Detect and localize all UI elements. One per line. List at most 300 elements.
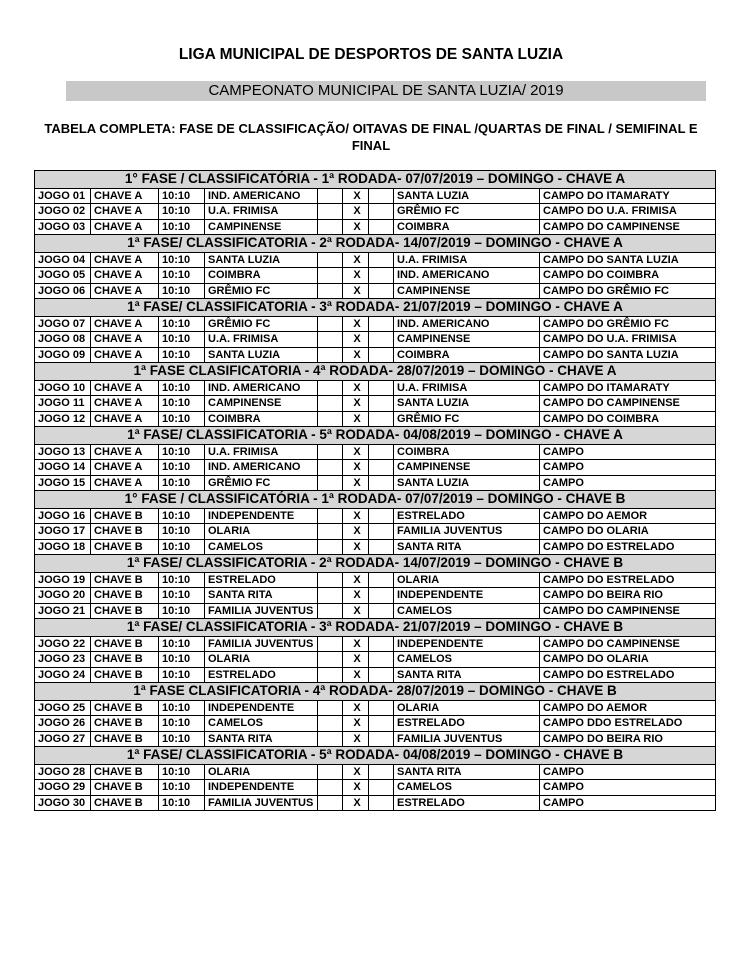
versus-cell: X (343, 283, 369, 299)
time-cell: 10:10 (159, 508, 205, 524)
away-team-cell: INDEPENDENTE (394, 588, 540, 604)
versus-cell: X (343, 700, 369, 716)
time-cell: 10:10 (159, 188, 205, 204)
game-number-cell: JOGO 09 (35, 347, 91, 363)
versus-cell: X (343, 795, 369, 811)
away-score-cell (369, 636, 394, 652)
away-score-cell (369, 252, 394, 268)
versus-cell: X (343, 347, 369, 363)
away-team-cell: U.A. FRIMISA (394, 252, 540, 268)
time-cell: 10:10 (159, 396, 205, 412)
page-title: LIGA MUNICIPAL DE DESPORTOS DE SANTA LUZIA (178, 46, 564, 63)
home-team-cell: INDEPENDENTE (205, 508, 318, 524)
phase-title: 1ª FASE/ CLASSIFICATORIA - 3ª RODADA- 21/07/2019 – DOMINGO - CHAVE A (35, 299, 716, 317)
time-cell: 10:10 (159, 572, 205, 588)
phase-title: 1ª FASE/ CLASSIFICATORIA - 2ª RODADA- 14/07/2019 – DOMINGO - CHAVE B (35, 555, 716, 573)
venue-cell: CAMPO DO OLARIA (540, 652, 716, 668)
versus-cell: X (343, 667, 369, 683)
home-team-cell: GRÊMIO FC (205, 316, 318, 332)
venue-cell: CAMPO DO CAMPINENSE (540, 603, 716, 619)
away-score-cell (369, 652, 394, 668)
game-row (35, 508, 716, 524)
group-cell: CHAVE A (91, 188, 159, 204)
time-cell: 10:10 (159, 347, 205, 363)
away-score-cell (369, 539, 394, 555)
game-number-cell: JOGO 18 (35, 539, 91, 555)
versus-cell: X (343, 188, 369, 204)
versus-cell: X (343, 764, 369, 780)
away-team-cell: SANTA RITA (394, 539, 540, 555)
phase-header-row (35, 619, 716, 637)
away-team-cell: SANTA RITA (394, 764, 540, 780)
home-team-cell: CAMELOS (205, 539, 318, 555)
venue-cell: CAMPO DO ESTRELADO (540, 572, 716, 588)
away-score-cell (369, 572, 394, 588)
championship-subtitle: CAMPEONATO MUNICIPAL DE SANTA LUZIA/ 2019 (66, 81, 706, 101)
versus-cell: X (343, 652, 369, 668)
game-number-cell: JOGO 06 (35, 283, 91, 299)
group-cell: CHAVE A (91, 268, 159, 284)
home-team-cell: FAMILIA JUVENTUS (205, 636, 318, 652)
away-score-cell (369, 444, 394, 460)
home-score-cell (318, 603, 343, 619)
away-score-cell (369, 764, 394, 780)
versus-cell: X (343, 475, 369, 491)
game-number-cell: JOGO 27 (35, 731, 91, 747)
versus-cell: X (343, 780, 369, 796)
group-cell: CHAVE B (91, 780, 159, 796)
game-row (35, 268, 716, 284)
phase-title: 1ª FASE/ CLASSIFICATORIA - 3ª RODADA- 21/07/2019 – DOMINGO - CHAVE B (35, 619, 716, 637)
venue-cell: CAMPO (540, 795, 716, 811)
game-number-cell: JOGO 07 (35, 316, 91, 332)
game-row (35, 188, 716, 204)
game-number-cell: JOGO 05 (35, 268, 91, 284)
home-team-cell: GRÊMIO FC (205, 283, 318, 299)
phase-header-row (35, 555, 716, 573)
time-cell: 10:10 (159, 460, 205, 476)
versus-cell: X (343, 396, 369, 412)
phase-title: 1ª FASE CLASIFICATORIA - 4ª RODADA- 28/07/2019 – DOMINGO - CHAVE A (35, 363, 716, 381)
phase-title: 1ª FASE/ CLASSIFICATORIA - 2ª RODADA- 14/07/2019 – DOMINGO - CHAVE A (35, 235, 716, 253)
game-row (35, 716, 716, 732)
home-score-cell (318, 572, 343, 588)
group-cell: CHAVE A (91, 204, 159, 220)
home-score-cell (318, 636, 343, 652)
game-number-cell: JOGO 21 (35, 603, 91, 619)
away-team-cell: ESTRELADO (394, 716, 540, 732)
time-cell: 10:10 (159, 636, 205, 652)
home-score-cell (318, 475, 343, 491)
group-cell: CHAVE B (91, 636, 159, 652)
home-score-cell (318, 396, 343, 412)
away-team-cell: CAMELOS (394, 780, 540, 796)
home-team-cell: ESTRELADO (205, 572, 318, 588)
venue-cell: CAMPO DO CAMPINENSE (540, 219, 716, 235)
venue-cell: CAMPO DO ITAMARATY (540, 380, 716, 396)
game-number-cell: JOGO 26 (35, 716, 91, 732)
home-score-cell (318, 588, 343, 604)
phase-header-row (35, 363, 716, 381)
game-number-cell: JOGO 15 (35, 475, 91, 491)
time-cell: 10:10 (159, 204, 205, 220)
home-team-cell: IND. AMERICANO (205, 460, 318, 476)
away-team-cell: COIMBRA (394, 347, 540, 363)
away-score-cell (369, 795, 394, 811)
home-score-cell (318, 731, 343, 747)
away-score-cell (369, 716, 394, 732)
away-team-cell: CAMPINENSE (394, 283, 540, 299)
venue-cell: CAMPO DDO ESTRELADO (540, 716, 716, 732)
time-cell: 10:10 (159, 539, 205, 555)
away-score-cell (369, 188, 394, 204)
away-score-cell (369, 347, 394, 363)
venue-cell: CAMPO DO GRÊMIO FC (540, 316, 716, 332)
group-cell: CHAVE A (91, 252, 159, 268)
game-number-cell: JOGO 17 (35, 524, 91, 540)
game-row (35, 603, 716, 619)
time-cell: 10:10 (159, 603, 205, 619)
away-team-cell: CAMELOS (394, 603, 540, 619)
group-cell: CHAVE B (91, 572, 159, 588)
time-cell: 10:10 (159, 731, 205, 747)
home-score-cell (318, 460, 343, 476)
table-description: TABELA COMPLETA: FASE DE CLASSIFICAÇÃO/ OITAVAS DE FINAL /QUARTAS DE FINAL / SEMIFINAL E FINAL (44, 121, 698, 153)
time-cell: 10:10 (159, 700, 205, 716)
away-score-cell (369, 332, 394, 348)
venue-cell: CAMPO (540, 764, 716, 780)
time-cell: 10:10 (159, 475, 205, 491)
home-team-cell: SANTA RITA (205, 588, 318, 604)
home-team-cell: FAMILIA JUVENTUS (205, 603, 318, 619)
away-team-cell: CAMPINENSE (394, 332, 540, 348)
group-cell: CHAVE A (91, 332, 159, 348)
away-score-cell (369, 508, 394, 524)
game-number-cell: JOGO 03 (35, 219, 91, 235)
home-score-cell (318, 316, 343, 332)
away-score-cell (369, 396, 394, 412)
game-row (35, 572, 716, 588)
away-team-cell: INDEPENDENTE (394, 636, 540, 652)
home-team-cell: CAMPINENSE (205, 396, 318, 412)
home-team-cell: SANTA LUZIA (205, 252, 318, 268)
away-score-cell (369, 667, 394, 683)
game-row (35, 475, 716, 491)
group-cell: CHAVE B (91, 795, 159, 811)
time-cell: 10:10 (159, 764, 205, 780)
away-team-cell: U.A. FRIMISA (394, 380, 540, 396)
game-row (35, 780, 716, 796)
phase-header-row (35, 683, 716, 701)
home-team-cell: SANTA RITA (205, 731, 318, 747)
time-cell: 10:10 (159, 380, 205, 396)
home-team-cell: ESTRELADO (205, 667, 318, 683)
home-score-cell (318, 764, 343, 780)
home-score-cell (318, 444, 343, 460)
game-row (35, 332, 716, 348)
away-team-cell: ESTRELADO (394, 795, 540, 811)
group-cell: CHAVE B (91, 700, 159, 716)
group-cell: CHAVE A (91, 444, 159, 460)
venue-cell: CAMPO DO AEMOR (540, 700, 716, 716)
game-number-cell: JOGO 28 (35, 764, 91, 780)
phase-header-row (35, 299, 716, 317)
venue-cell: CAMPO DO AEMOR (540, 508, 716, 524)
away-team-cell: IND. AMERICANO (394, 268, 540, 284)
versus-cell: X (343, 572, 369, 588)
phase-title: 1° FASE / CLASSIFICATÓRIA - 1ª RODADA- 07/07/2019 – DOMINGO - CHAVE B (35, 491, 716, 509)
time-cell: 10:10 (159, 780, 205, 796)
game-row (35, 411, 716, 427)
venue-cell: CAMPO (540, 444, 716, 460)
game-row (35, 460, 716, 476)
group-cell: CHAVE B (91, 716, 159, 732)
away-score-cell (369, 700, 394, 716)
home-score-cell (318, 539, 343, 555)
game-row (35, 539, 716, 555)
home-score-cell (318, 332, 343, 348)
game-row (35, 316, 716, 332)
time-cell: 10:10 (159, 316, 205, 332)
away-score-cell (369, 268, 394, 284)
time-cell: 10:10 (159, 444, 205, 460)
game-number-cell: JOGO 13 (35, 444, 91, 460)
time-cell: 10:10 (159, 332, 205, 348)
home-score-cell (318, 667, 343, 683)
away-score-cell (369, 524, 394, 540)
phase-title: 1ª FASE/ CLASSIFICATORIA - 5ª RODADA- 04/08/2019 – DOMINGO - CHAVE A (35, 427, 716, 445)
group-cell: CHAVE B (91, 603, 159, 619)
versus-cell: X (343, 539, 369, 555)
home-team-cell: OLARIA (205, 764, 318, 780)
away-score-cell (369, 603, 394, 619)
game-row (35, 700, 716, 716)
phase-title: 1ª FASE CLASIFICATORIA - 4ª RODADA- 28/07/2019 – DOMINGO - CHAVE B (35, 683, 716, 701)
home-team-cell: OLARIA (205, 652, 318, 668)
home-score-cell (318, 716, 343, 732)
away-score-cell (369, 316, 394, 332)
venue-cell: CAMPO DO GRÊMIO FC (540, 283, 716, 299)
home-score-cell (318, 204, 343, 220)
away-score-cell (369, 731, 394, 747)
away-score-cell (369, 283, 394, 299)
versus-cell: X (343, 588, 369, 604)
versus-cell: X (343, 460, 369, 476)
versus-cell: X (343, 219, 369, 235)
group-cell: CHAVE B (91, 508, 159, 524)
venue-cell: CAMPO (540, 780, 716, 796)
away-team-cell: OLARIA (394, 572, 540, 588)
versus-cell: X (343, 316, 369, 332)
home-team-cell: U.A. FRIMISA (205, 444, 318, 460)
game-number-cell: JOGO 14 (35, 460, 91, 476)
group-cell: CHAVE B (91, 764, 159, 780)
group-cell: CHAVE B (91, 652, 159, 668)
home-score-cell (318, 283, 343, 299)
group-cell: CHAVE B (91, 667, 159, 683)
versus-cell: X (343, 411, 369, 427)
venue-cell: CAMPO DO BEIRA RIO (540, 731, 716, 747)
time-cell: 10:10 (159, 524, 205, 540)
versus-cell: X (343, 508, 369, 524)
game-row (35, 795, 716, 811)
game-number-cell: JOGO 22 (35, 636, 91, 652)
game-number-cell: JOGO 25 (35, 700, 91, 716)
game-row (35, 396, 716, 412)
away-team-cell: FAMILIA JUVENTUS (394, 524, 540, 540)
venue-cell: CAMPO DO BEIRA RIO (540, 588, 716, 604)
home-score-cell (318, 380, 343, 396)
away-team-cell: CAMELOS (394, 652, 540, 668)
home-score-cell (318, 700, 343, 716)
game-number-cell: JOGO 11 (35, 396, 91, 412)
home-score-cell (318, 652, 343, 668)
group-cell: CHAVE B (91, 539, 159, 555)
away-score-cell (369, 204, 394, 220)
versus-cell: X (343, 716, 369, 732)
venue-cell: CAMPO DO OLARIA (540, 524, 716, 540)
group-cell: CHAVE A (91, 316, 159, 332)
home-team-cell: U.A. FRIMISA (205, 332, 318, 348)
game-number-cell: JOGO 29 (35, 780, 91, 796)
home-score-cell (318, 219, 343, 235)
group-cell: CHAVE B (91, 588, 159, 604)
venue-cell: CAMPO DO U.A. FRIMISA (540, 204, 716, 220)
versus-cell: X (343, 731, 369, 747)
games-table (34, 170, 716, 811)
phase-header-row (35, 235, 716, 253)
away-team-cell: IND. AMERICANO (394, 316, 540, 332)
away-team-cell: SANTA RITA (394, 667, 540, 683)
game-row (35, 252, 716, 268)
home-team-cell: COIMBRA (205, 268, 318, 284)
game-row (35, 347, 716, 363)
home-score-cell (318, 188, 343, 204)
group-cell: CHAVE B (91, 731, 159, 747)
game-number-cell: JOGO 23 (35, 652, 91, 668)
time-cell: 10:10 (159, 283, 205, 299)
game-number-cell: JOGO 08 (35, 332, 91, 348)
away-score-cell (369, 219, 394, 235)
group-cell: CHAVE A (91, 460, 159, 476)
home-team-cell: INDEPENDENTE (205, 700, 318, 716)
game-row (35, 588, 716, 604)
venue-cell: CAMPO DO ESTRELADO (540, 539, 716, 555)
venue-cell: CAMPO DO SANTA LUZIA (540, 347, 716, 363)
group-cell: CHAVE A (91, 475, 159, 491)
away-team-cell: SANTA LUZIA (394, 188, 540, 204)
home-score-cell (318, 347, 343, 363)
venue-cell: CAMPO DO U.A. FRIMISA (540, 332, 716, 348)
game-number-cell: JOGO 10 (35, 380, 91, 396)
away-score-cell (369, 411, 394, 427)
away-team-cell: COIMBRA (394, 444, 540, 460)
time-cell: 10:10 (159, 411, 205, 427)
home-team-cell: FAMILIA JUVENTUS (205, 795, 318, 811)
time-cell: 10:10 (159, 652, 205, 668)
away-team-cell: COIMBRA (394, 219, 540, 235)
time-cell: 10:10 (159, 667, 205, 683)
venue-cell: CAMPO DO ESTRELADO (540, 667, 716, 683)
game-number-cell: JOGO 19 (35, 572, 91, 588)
versus-cell: X (343, 603, 369, 619)
game-row (35, 636, 716, 652)
versus-cell: X (343, 332, 369, 348)
game-row (35, 524, 716, 540)
home-score-cell (318, 524, 343, 540)
phase-title: 1ª FASE/ CLASSIFICATORIA - 5ª RODADA- 04/08/2019 – DOMINGO - CHAVE B (35, 747, 716, 765)
versus-cell: X (343, 268, 369, 284)
venue-cell: CAMPO (540, 475, 716, 491)
home-team-cell: OLARIA (205, 524, 318, 540)
game-number-cell: JOGO 30 (35, 795, 91, 811)
phase-title: 1° FASE / CLASSIFICATÓRIA - 1ª RODADA- 07/07/2019 – DOMINGO - CHAVE A (35, 171, 716, 189)
game-number-cell: JOGO 24 (35, 667, 91, 683)
home-team-cell: IND. AMERICANO (205, 380, 318, 396)
versus-cell: X (343, 524, 369, 540)
away-team-cell: GRÊMIO FC (394, 411, 540, 427)
game-number-cell: JOGO 04 (35, 252, 91, 268)
group-cell: CHAVE A (91, 347, 159, 363)
venue-cell: CAMPO DO SANTA LUZIA (540, 252, 716, 268)
away-score-cell (369, 475, 394, 491)
game-row (35, 219, 716, 235)
home-score-cell (318, 795, 343, 811)
versus-cell: X (343, 636, 369, 652)
time-cell: 10:10 (159, 268, 205, 284)
away-team-cell: SANTA LUZIA (394, 396, 540, 412)
venue-cell: CAMPO DO COIMBRA (540, 268, 716, 284)
time-cell: 10:10 (159, 716, 205, 732)
home-team-cell: CAMPINENSE (205, 219, 318, 235)
home-team-cell: SANTA LUZIA (205, 347, 318, 363)
phase-header-row (35, 747, 716, 765)
home-score-cell (318, 780, 343, 796)
time-cell: 10:10 (159, 588, 205, 604)
game-row (35, 380, 716, 396)
venue-cell: CAMPO DO ITAMARATY (540, 188, 716, 204)
away-team-cell: GRÊMIO FC (394, 204, 540, 220)
home-score-cell (318, 411, 343, 427)
game-number-cell: JOGO 02 (35, 204, 91, 220)
away-team-cell: CAMPINENSE (394, 460, 540, 476)
home-team-cell: COIMBRA (205, 411, 318, 427)
away-team-cell: ESTRELADO (394, 508, 540, 524)
home-team-cell: INDEPENDENTE (205, 780, 318, 796)
home-team-cell: GRÊMIO FC (205, 475, 318, 491)
away-team-cell: OLARIA (394, 700, 540, 716)
group-cell: CHAVE A (91, 396, 159, 412)
game-number-cell: JOGO 16 (35, 508, 91, 524)
versus-cell: X (343, 380, 369, 396)
game-row (35, 444, 716, 460)
game-row (35, 667, 716, 683)
away-score-cell (369, 780, 394, 796)
home-team-cell: CAMELOS (205, 716, 318, 732)
away-score-cell (369, 588, 394, 604)
time-cell: 10:10 (159, 252, 205, 268)
away-score-cell (369, 460, 394, 476)
game-row (35, 764, 716, 780)
game-row (35, 204, 716, 220)
versus-cell: X (343, 252, 369, 268)
time-cell: 10:10 (159, 795, 205, 811)
group-cell: CHAVE A (91, 411, 159, 427)
home-score-cell (318, 508, 343, 524)
home-score-cell (318, 268, 343, 284)
time-cell: 10:10 (159, 219, 205, 235)
phase-header-row (35, 427, 716, 445)
